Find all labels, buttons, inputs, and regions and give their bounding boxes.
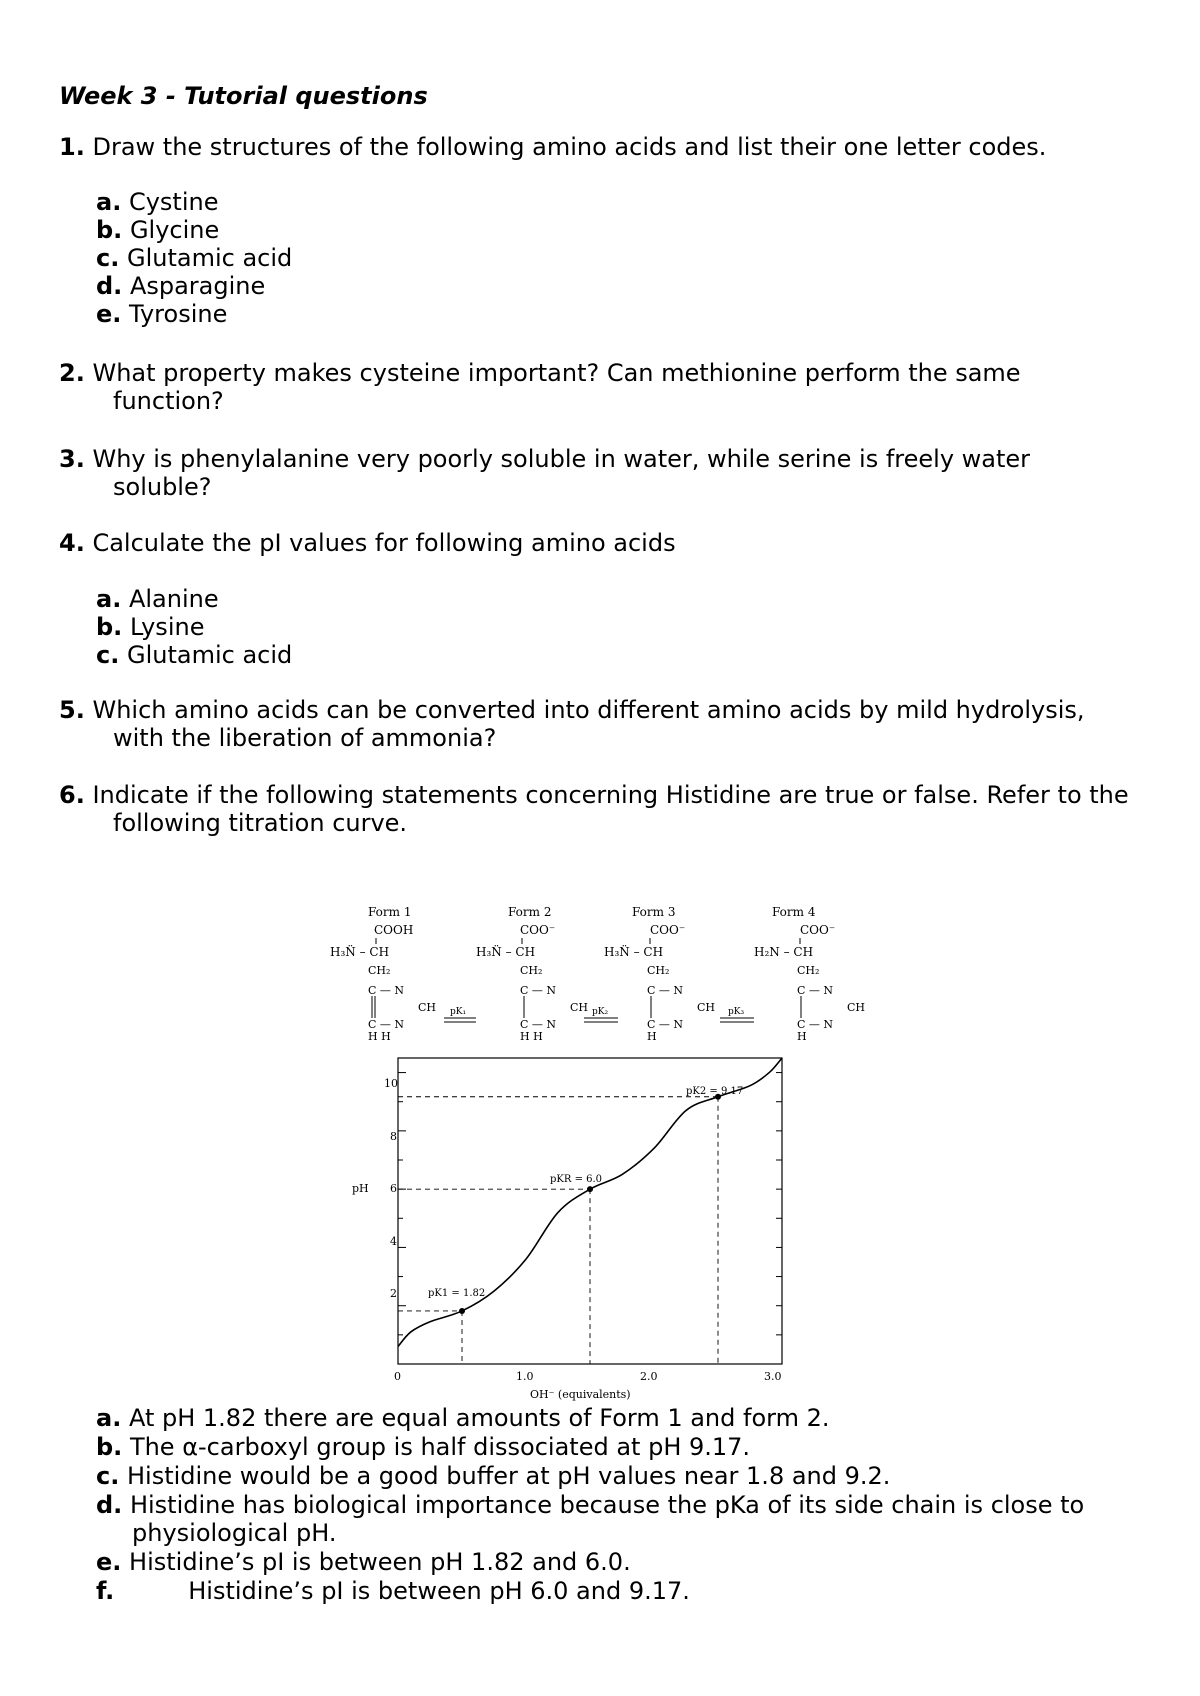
- y-tick-label: 2: [390, 1287, 397, 1300]
- list-item: f. Histidine’s pI is between pH 6.0 and 9.17.: [96, 1577, 690, 1605]
- svg-text:C — N: C — N: [368, 1018, 405, 1031]
- pk-point: [459, 1308, 465, 1314]
- svg-text:CH₂: CH₂: [647, 964, 670, 977]
- form-label: Form 3: [632, 905, 676, 919]
- question-1: [59, 133, 1046, 161]
- form-label: Form 2: [508, 905, 552, 919]
- list-item: e. Histidine’s pI is between pH 1.82 and 6.0.: [96, 1548, 631, 1576]
- x-tick-label: 2.0: [640, 1370, 658, 1383]
- form-top-group: COO⁻: [650, 923, 686, 937]
- form-top-group: COO⁻: [800, 923, 836, 937]
- pk-label: pK2 = 9.17: [686, 1086, 744, 1097]
- question-text: Draw the structures of the following amino acids and list their one letter codes.: [92, 133, 1047, 161]
- titration-figure-svg: [320, 898, 880, 1410]
- form-amine: H₃N̈ – CH: [330, 945, 390, 959]
- list-item: b. Lysine: [96, 613, 205, 641]
- y-axis-label: pH: [352, 1182, 369, 1195]
- list-item: b. The α-carboxyl group is half dissociated at pH 9.17.: [96, 1433, 751, 1461]
- x-tick-label: 3.0: [764, 1370, 782, 1383]
- equilibrium-label: pK₁: [450, 1007, 467, 1017]
- y-tick-label: 8: [390, 1130, 397, 1143]
- list-item: e. Tyrosine: [96, 300, 228, 328]
- equilibrium-arrows: [444, 1018, 754, 1022]
- svg-text:C — N: C — N: [520, 1018, 557, 1031]
- svg-text:CH: CH: [697, 1001, 716, 1014]
- form-label: Form 4: [772, 905, 816, 919]
- svg-text:CH₂: CH₂: [368, 964, 391, 977]
- svg-text:CH: CH: [847, 1001, 866, 1014]
- list-item: a. Alanine: [96, 585, 219, 613]
- y-tick-label: 4: [390, 1235, 397, 1248]
- form-amine: H₃N̈ – CH: [604, 945, 664, 959]
- y-tick-label: 10: [384, 1077, 398, 1090]
- question-4: 4. Calculate the pI values for following amino acids: [59, 529, 676, 557]
- question-3: 3. Why is phenylalanine very poorly soluble in water, while serine is freely water soluble?: [59, 445, 1031, 501]
- svg-text:C — N: C — N: [647, 1018, 684, 1031]
- structure-sketches: [376, 938, 800, 944]
- svg-text:H: H: [647, 1030, 657, 1043]
- question-2: 2. What property makes cysteine important? Can methionine perform the same function?: [59, 359, 1021, 415]
- svg-text:H: H: [797, 1030, 807, 1043]
- question-5: 5. Which amino acids can be converted into different amino acids by mild hydrolysis, with the liberation of ammonia?: [59, 696, 1085, 752]
- page-title: Week 3 - Tutorial questions: [59, 82, 428, 110]
- list-item: d. Asparagine: [96, 272, 266, 300]
- svg-text:C — N: C — N: [520, 984, 557, 997]
- svg-text:H H: H H: [520, 1030, 543, 1043]
- svg-text:CH: CH: [418, 1001, 437, 1014]
- list-item: a. Cystine: [96, 188, 219, 216]
- svg-text:H H: H H: [368, 1030, 391, 1043]
- list-item: b. Glycine: [96, 216, 220, 244]
- form-amine: H₃N̈ – CH: [476, 945, 536, 959]
- list-item: d. Histidine has biological importance because the pKa of its side chain is close to physiological pH.: [96, 1491, 1085, 1547]
- pk-point: [587, 1186, 593, 1192]
- equilibrium-label: pK₃: [728, 1007, 745, 1017]
- form-label: Form 1: [368, 905, 412, 919]
- y-tick-label: 6: [390, 1182, 397, 1195]
- form-amine: H₂N – CH: [754, 945, 814, 959]
- svg-text:C — N: C — N: [368, 984, 405, 997]
- equilibrium-label: pK₂: [592, 1007, 609, 1017]
- pk-label: pKR = 6.0: [550, 1174, 603, 1185]
- svg-text:CH: CH: [570, 1001, 589, 1014]
- titration-figure: [320, 898, 880, 1410]
- question-number: 1.: [59, 133, 85, 161]
- svg-text:C — N: C — N: [797, 984, 834, 997]
- svg-text:CH₂: CH₂: [797, 964, 820, 977]
- x-tick-label: 1.0: [516, 1370, 534, 1383]
- pk-label: pK1 = 1.82: [428, 1288, 486, 1299]
- x-axis-label: OH⁻ (equivalents): [530, 1388, 631, 1401]
- list-item: a. At pH 1.82 there are equal amounts of Form 1 and form 2.: [96, 1404, 830, 1432]
- form-top-group: COOH: [374, 923, 414, 937]
- svg-text:C — N: C — N: [647, 984, 684, 997]
- form-top-group: COO⁻: [520, 923, 556, 937]
- list-item: c. Glutamic acid: [96, 641, 293, 669]
- svg-text:C — N: C — N: [797, 1018, 834, 1031]
- list-item: c. Glutamic acid: [96, 244, 293, 272]
- list-item: c. Histidine would be a good buffer at pH values near 1.8 and 9.2.: [96, 1462, 891, 1490]
- question-6: 6. Indicate if the following statements concerning Histidine are true or false. Refer to the following titration curve.: [59, 781, 1129, 837]
- x-tick-label: 0: [394, 1370, 401, 1383]
- svg-text:CH₂: CH₂: [520, 964, 543, 977]
